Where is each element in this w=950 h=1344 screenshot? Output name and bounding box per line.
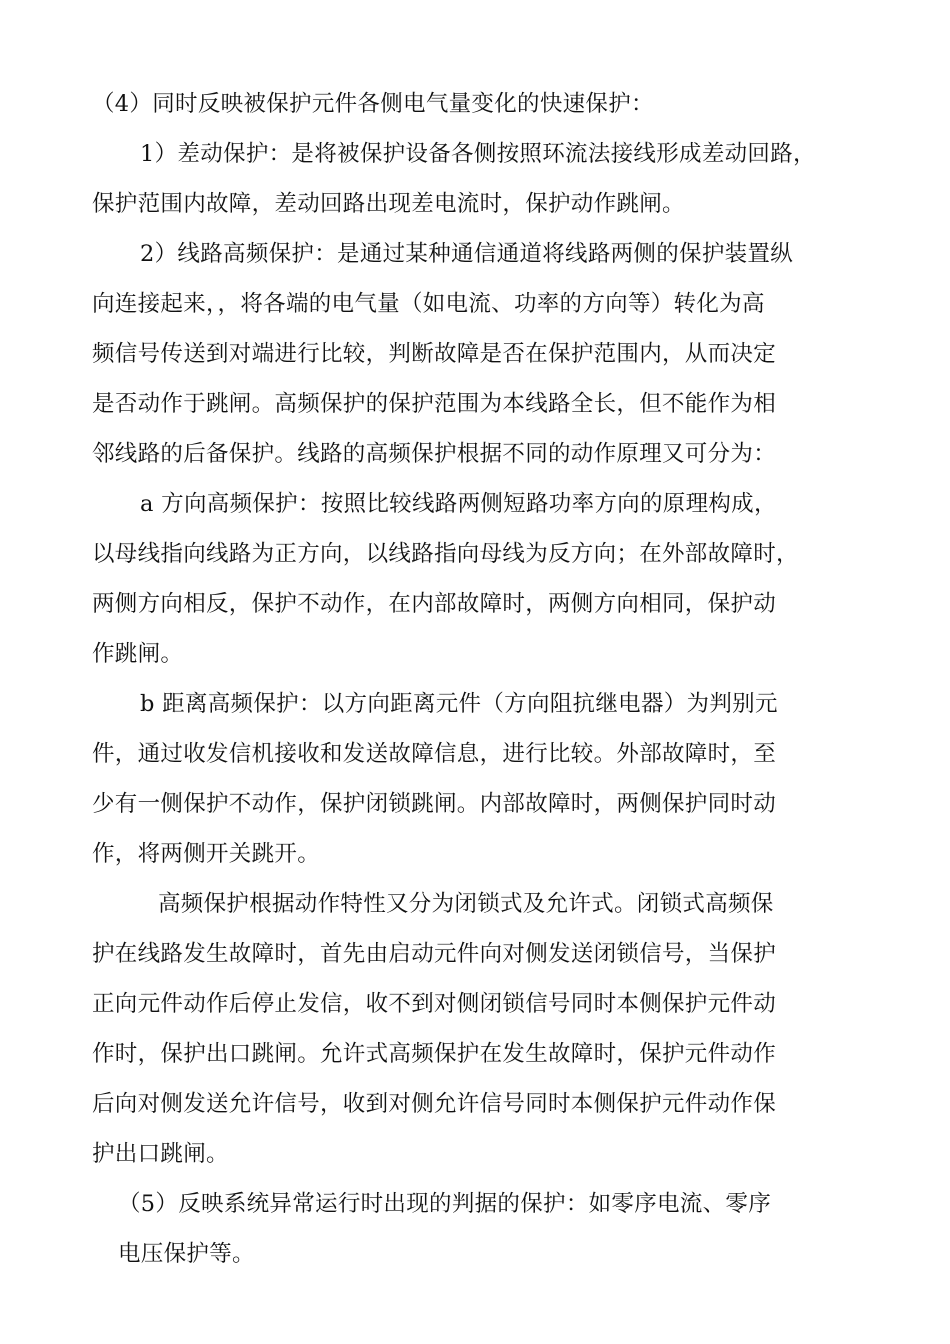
paragraph-line: 频信号传送到对端进行比较，判断故障是否在保护范围内，从而决定 [92, 341, 777, 367]
paragraph-line: 作时，保护出口跳闸。允许式高频保护在发生故障时，保护元件动作 [92, 1041, 777, 1067]
paragraph-line: 少有一侧保护不动作，保护闭锁跳闸。内部故障时，两侧保护同时动 [92, 791, 777, 817]
paragraph-line: 是否动作于跳闸。高频保护的保护范围为本线路全长，但不能作为相 [92, 391, 777, 417]
paragraph-line: 保护范围内故障，差动回路出现差电流时，保护动作跳闸。 [92, 191, 685, 217]
paragraph-line: 高频保护根据动作特性又分为闭锁式及允许式。闭锁式高频保 [158, 891, 774, 917]
paragraph-line: 电压保护等。 [118, 1241, 255, 1267]
paragraph-line: 作，将两侧开关跳开。 [92, 841, 321, 867]
paragraph-line: 以母线指向线路为正方向，以线路指向母线为反方向；在外部故障时， [92, 541, 799, 567]
paragraph-line: 作跳闸。 [92, 641, 184, 667]
paragraph-line: 后向对侧发送允许信号，收到对侧允许信号同时本侧保护元件动作保 [92, 1091, 777, 1117]
paragraph-line: （4）同时反映被保护元件各侧电气量变化的快速保护： [92, 91, 654, 117]
paragraph-line: 2）线路高频保护：是通过某种通信通道将线路两侧的保护装置纵 [140, 241, 794, 267]
paragraph-line: 件，通过收发信机接收和发送故障信息，进行比较。外部故障时，至 [92, 741, 777, 767]
paragraph-line: 向连接起来，，将各端的电气量（如电流、功率的方向等）转化为高 [92, 291, 765, 317]
paragraph-line: 护出口跳闸。 [92, 1141, 229, 1167]
paragraph-line: a 方向高频保护：按照比较线路两侧短路功率方向的原理构成， [140, 491, 777, 517]
paragraph-line: 正向元件动作后停止发信，收不到对侧闭锁信号同时本侧保护元件动 [92, 991, 777, 1017]
paragraph-line: 1）差动保护：是将被保护设备各侧按照环流法接线形成差动回路， [140, 141, 816, 167]
paragraph-line: 两侧方向相反，保护不动作，在内部故障时，两侧方向相同，保护动 [92, 591, 777, 617]
paragraph-line: b 距离高频保护：以方向距离元件（方向阻抗继电器）为判别元 [140, 691, 778, 717]
paragraph-line: 护在线路发生故障时，首先由启动元件向对侧发送闭锁信号，当保护 [92, 941, 777, 967]
paragraph-line: （5）反映系统异常运行时出现的判据的保护：如零序电流、零序 [118, 1191, 772, 1217]
paragraph-line: 邻线路的后备保护。线路的高频保护根据不同的动作原理又可分为： [92, 441, 777, 467]
